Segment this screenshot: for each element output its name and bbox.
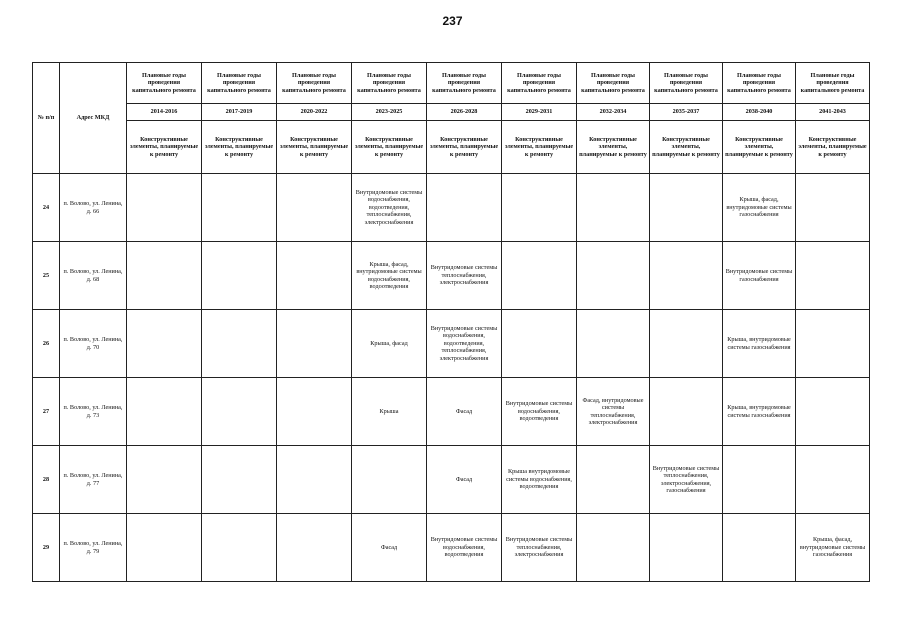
table-row	[33, 378, 870, 446]
elements-header: Конструктивные элементы, планируемые к ремонту	[202, 121, 277, 174]
row-cell: Фасад	[427, 378, 502, 446]
period-header: Плановые годы проведения капитального ремонта	[352, 63, 427, 104]
period-years: 2020-2022	[277, 104, 352, 121]
row-cell	[796, 242, 870, 310]
period-years: 2017-2019	[202, 104, 277, 121]
capital-repair-plan-table	[32, 62, 870, 582]
row-cell	[796, 378, 870, 446]
num-header: № п/п	[33, 63, 60, 174]
row-cell: Крыша, фасад, внутридомовые системы водоснабжения, водоотведения	[352, 242, 427, 310]
row-cell	[577, 310, 650, 378]
row-cell	[202, 174, 277, 242]
row-cell	[796, 446, 870, 514]
period-header: Плановые годы проведения капитального ремонта	[202, 63, 277, 104]
period-header: Плановые годы проведения капитального ремонта	[277, 63, 352, 104]
row-number: 24	[33, 174, 60, 242]
row-address: п. Волово, ул. Ленина, д. 73	[60, 378, 127, 446]
row-cell	[127, 514, 202, 582]
row-cell: Внутридомовые системы водоснабжения, водоотведения	[427, 514, 502, 582]
row-cell	[202, 446, 277, 514]
row-cell	[650, 514, 723, 582]
period-years: 2023-2025	[352, 104, 427, 121]
elements-header: Конструктивные элементы, планируемые к ремонту	[723, 121, 796, 174]
period-years: 2035-2037	[650, 104, 723, 121]
row-cell	[577, 446, 650, 514]
row-number: 26	[33, 310, 60, 378]
row-cell	[796, 310, 870, 378]
row-cell: Внутридомовые системы водоснабжения, водоотведения, теплоснабжения, электроснабжения	[352, 174, 427, 242]
row-cell: Фасад	[352, 514, 427, 582]
row-cell	[650, 310, 723, 378]
row-cell	[577, 514, 650, 582]
table-row	[33, 310, 870, 378]
table-row	[33, 174, 870, 242]
elements-header: Конструктивные элементы, планируемые к ремонту	[796, 121, 870, 174]
period-years: 2014-2016	[127, 104, 202, 121]
row-cell: Внутридомовые системы водоснабжения, водоотведения	[502, 378, 577, 446]
period-years: 2032-2034	[577, 104, 650, 121]
row-cell	[277, 310, 352, 378]
period-header: Плановые годы проведения капитального ремонта	[723, 63, 796, 104]
row-cell	[202, 310, 277, 378]
row-cell	[277, 174, 352, 242]
page-number: 237	[442, 14, 463, 28]
row-number: 29	[33, 514, 60, 582]
row-cell	[502, 242, 577, 310]
row-cell: Крыша, внутридомовые системы газоснабжения	[723, 378, 796, 446]
period-years: 2029-2031	[502, 104, 577, 121]
row-cell	[277, 242, 352, 310]
period-years: 2041-2043	[796, 104, 870, 121]
row-cell	[723, 514, 796, 582]
elements-header: Конструктивные элементы, планируемые к ремонту	[277, 121, 352, 174]
row-cell: Крыша	[352, 378, 427, 446]
row-cell: Крыша, внутридомовые системы газоснабжения	[723, 310, 796, 378]
address-header: Адрес МКД	[60, 63, 127, 174]
row-cell	[277, 446, 352, 514]
row-cell: Внутридомовые системы теплоснабжения, электроснабжения, газоснабжения	[650, 446, 723, 514]
row-cell	[202, 378, 277, 446]
header-row-title	[33, 63, 870, 104]
row-cell	[577, 242, 650, 310]
row-address: п. Волово, ул. Ленина, д. 70	[60, 310, 127, 378]
period-years: 2026-2028	[427, 104, 502, 121]
row-cell: Фасад	[427, 446, 502, 514]
table-row	[33, 242, 870, 310]
header-row-elements	[33, 121, 870, 174]
period-header: Плановые годы проведения капитального ремонта	[577, 63, 650, 104]
table-row	[33, 514, 870, 582]
row-cell	[650, 242, 723, 310]
row-cell	[577, 174, 650, 242]
period-header: Плановые годы проведения капитального ремонта	[127, 63, 202, 104]
row-cell: Внутридомовые системы газоснабжения	[723, 242, 796, 310]
elements-header: Конструктивные элементы, планируемые к ремонту	[650, 121, 723, 174]
row-address: п. Волово, ул. Ленина, д. 79	[60, 514, 127, 582]
row-address: п. Волово, ул. Ленина, д. 66	[60, 174, 127, 242]
elements-header: Конструктивные элементы, планируемые к ремонту	[577, 121, 650, 174]
row-cell: Крыша, фасад, внутридомовые системы газоснабжения	[723, 174, 796, 242]
period-header: Плановые годы проведения капитального ремонта	[427, 63, 502, 104]
row-cell: Внутридомовые системы водоснабжения, водоотведения, теплоснабжения, электроснабжения	[427, 310, 502, 378]
row-cell	[277, 378, 352, 446]
period-header: Плановые годы проведения капитального ремонта	[650, 63, 723, 104]
period-header: Плановые годы проведения капитального ремонта	[796, 63, 870, 104]
row-cell	[127, 242, 202, 310]
row-cell	[502, 174, 577, 242]
row-cell	[502, 310, 577, 378]
elements-header: Конструктивные элементы, планируемые к ремонту	[352, 121, 427, 174]
header-row-periods	[33, 104, 870, 121]
elements-header: Конструктивные элементы, планируемые к ремонту	[127, 121, 202, 174]
row-cell	[127, 174, 202, 242]
table-row	[33, 446, 870, 514]
row-cell: Крыша внутридомовые системы водоснабжения, водоотведения	[502, 446, 577, 514]
row-cell: Внутридомовые системы теплоснабжения, электроснабжения	[502, 514, 577, 582]
row-cell	[127, 310, 202, 378]
row-cell	[277, 514, 352, 582]
row-address: п. Волово, ул. Ленина, д. 68	[60, 242, 127, 310]
row-number: 25	[33, 242, 60, 310]
row-cell	[427, 174, 502, 242]
row-number: 27	[33, 378, 60, 446]
row-cell: Крыша, фасад	[352, 310, 427, 378]
row-cell	[650, 174, 723, 242]
row-cell	[202, 514, 277, 582]
row-address: п. Волово, ул. Ленина, д. 77	[60, 446, 127, 514]
row-cell: Фасад, внутридомовые системы теплоснабжения, электроснабжения	[577, 378, 650, 446]
elements-header: Конструктивные элементы, планируемые к ремонту	[427, 121, 502, 174]
period-header: Плановые годы проведения капитального ремонта	[502, 63, 577, 104]
row-cell	[202, 242, 277, 310]
row-cell	[796, 174, 870, 242]
row-cell	[127, 446, 202, 514]
row-cell: Крыша, фасад, внутридомовые системы газоснабжения	[796, 514, 870, 582]
row-number: 28	[33, 446, 60, 514]
table-body	[33, 174, 870, 582]
period-years: 2038-2040	[723, 104, 796, 121]
row-cell	[127, 378, 202, 446]
elements-header: Конструктивные элементы, планируемые к ремонту	[502, 121, 577, 174]
row-cell	[723, 446, 796, 514]
row-cell	[352, 446, 427, 514]
row-cell: Внутридомовые системы теплоснабжения, электроснабжения	[427, 242, 502, 310]
row-cell	[650, 378, 723, 446]
